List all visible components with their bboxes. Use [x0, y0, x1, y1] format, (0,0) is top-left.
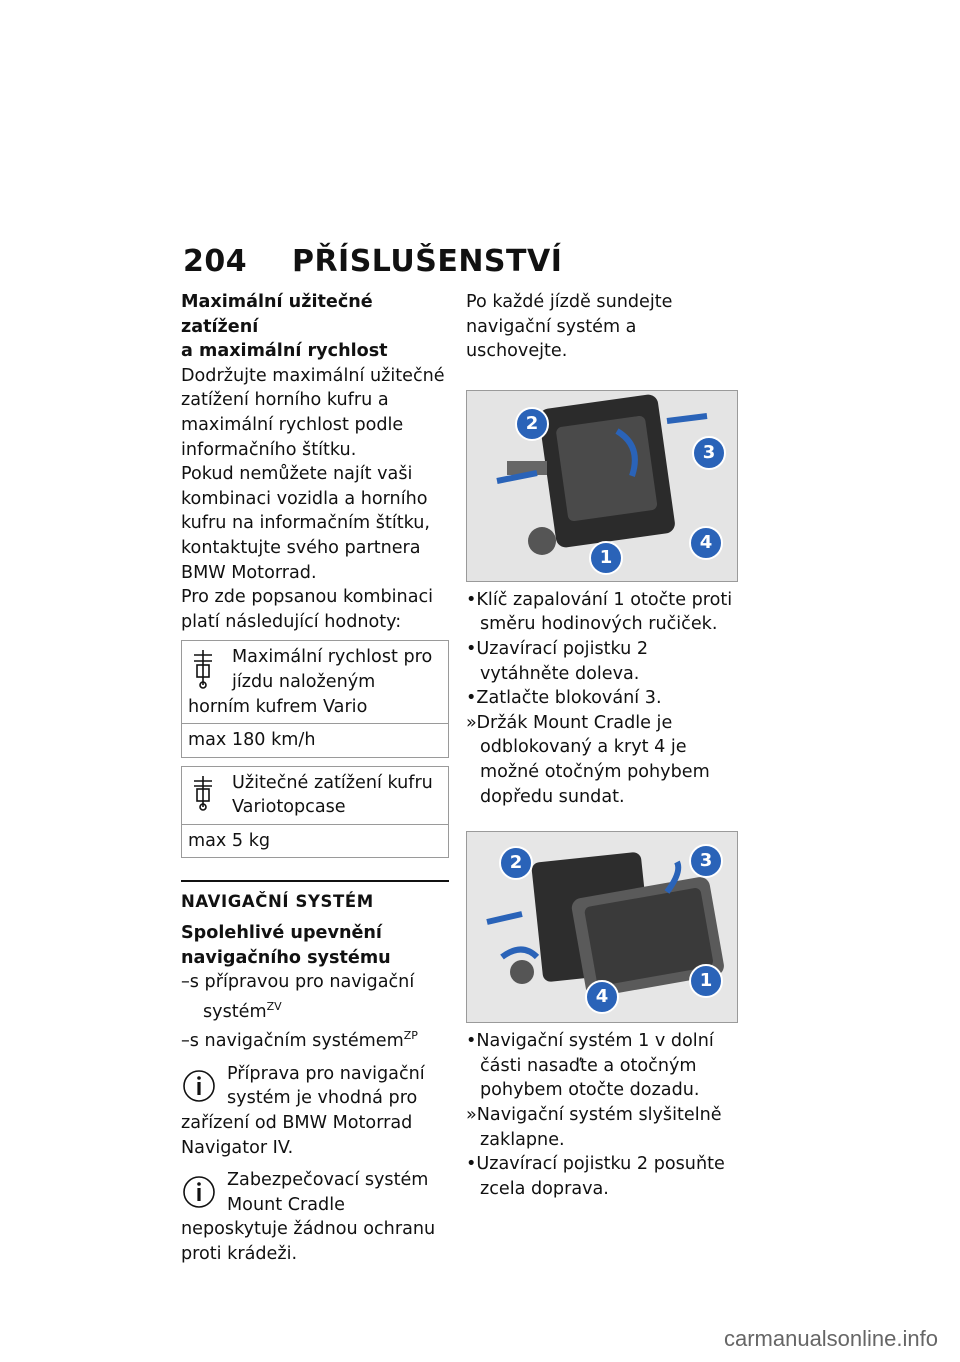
- callout-4: 4: [689, 526, 723, 560]
- speed-label: Maximální rychlost pro jízdu naloženým horním kufrem Vario: [188, 647, 433, 717]
- load-gauge-icon: [188, 773, 226, 813]
- step-item: •Uzavírací pojistku 2 posuňte zcela doprava.: [466, 1154, 725, 1199]
- info-note-2: [181, 1168, 449, 1266]
- spec-label-row: [182, 641, 448, 723]
- speed-value: max 180 km/h: [182, 723, 448, 757]
- load-heading-line-2: a maximální rychlost: [181, 341, 388, 362]
- nav-section-heading: NAVIGAČNÍ SYSTÉM: [181, 880, 449, 915]
- result-item: »Navigační systém slyšitelně zaklapne.: [466, 1104, 722, 1150]
- info-icon: [181, 1174, 221, 1214]
- step-item: •Zatlačte blokování 3.: [466, 688, 662, 709]
- intro-text: Po každé jízdě sundejte navigační systém a uschovejte.: [466, 292, 673, 362]
- callout-1: 1: [689, 964, 723, 998]
- variant-item-2: [181, 1024, 449, 1053]
- load-label: Užitečné zatížení kufru Variotopcase: [232, 772, 433, 818]
- step-item: •Uzavírací pojistku 2 vytáhněte doleva.: [466, 638, 649, 684]
- variant-sup-2: ZP: [403, 1029, 418, 1043]
- callout-2: 2: [515, 407, 549, 441]
- load-heading-line-1: Maximální užitečné zatížení: [181, 292, 373, 337]
- paragraph-2: Pokud nemůžete najít vaši kombinaci vozidla a horního kufru na informačním štítku, kontaktujte svého partnera BMW Motorrad.: [181, 464, 431, 583]
- info-note-1: [181, 1062, 449, 1160]
- variant-text-1: –s přípravou pro navigační systém: [181, 972, 415, 1022]
- spec-table-load: [181, 766, 449, 859]
- right-column: [466, 290, 740, 1201]
- variant-item-1: [181, 970, 449, 1024]
- load-heading: [181, 290, 449, 364]
- step-item: •Navigační systém 1 v dolní části nasaďte a otočným pohybem otočte dozadu.: [466, 1031, 714, 1101]
- step-item: •Klíč zapalování 1 otočte proti směru hodinových ručiček.: [466, 589, 733, 635]
- callout-3: 3: [689, 844, 723, 878]
- paragraph-3: Pro zde popsanou kombinaci platí následující hodnoty:: [181, 587, 434, 632]
- info-note-2-text: Zabezpečovací systém Mount Cradle neposkytuje žádnou ochranu proti krádeži.: [181, 1170, 436, 1264]
- paragraph-1: Dodržujte maximální užitečné zatížení horního kufru a maximální rychlost podle informačního štítku.: [181, 365, 445, 460]
- load-value: max 5 kg: [182, 824, 448, 858]
- callout-2: 2: [499, 846, 533, 880]
- figure-cradle-attach: [466, 831, 738, 1023]
- figure-cradle-unlock: [466, 390, 738, 582]
- result-item: »Držák Mount Cradle je odblokovaný a kryt 4 je možné otočným pohybem dopředu sundat.: [466, 712, 710, 807]
- info-note-1-text: Příprava pro navigační systém je vhodná pro zařízení od BMW Motorrad Navigator IV.: [181, 1063, 425, 1158]
- variant-sup-1: ZV: [266, 999, 282, 1013]
- variant-text-2: –s navigačním systémem: [181, 1031, 404, 1052]
- callout-3: 3: [692, 436, 726, 470]
- callout-1: 1: [589, 541, 623, 575]
- nav-subheading-line-1: Spolehlivé upevnění: [181, 923, 382, 944]
- nav-subheading-line-2: navigačního systému: [181, 947, 391, 968]
- load-gauge-icon: [188, 647, 226, 691]
- left-column: [181, 290, 449, 1267]
- page-title: PŘÍSLUŠENSTVÍ: [291, 244, 563, 279]
- page-number: 204: [183, 244, 248, 279]
- spec-label-row: [182, 767, 448, 824]
- steps-attach: [466, 1029, 740, 1201]
- watermark: carmanualsonline.info: [723, 1326, 938, 1351]
- callout-4: 4: [585, 980, 619, 1014]
- steps-remove: [466, 588, 740, 809]
- page-header: [183, 244, 562, 279]
- info-icon: [181, 1068, 221, 1108]
- nav-subheading: [181, 921, 449, 970]
- spec-table-speed: [181, 640, 449, 757]
